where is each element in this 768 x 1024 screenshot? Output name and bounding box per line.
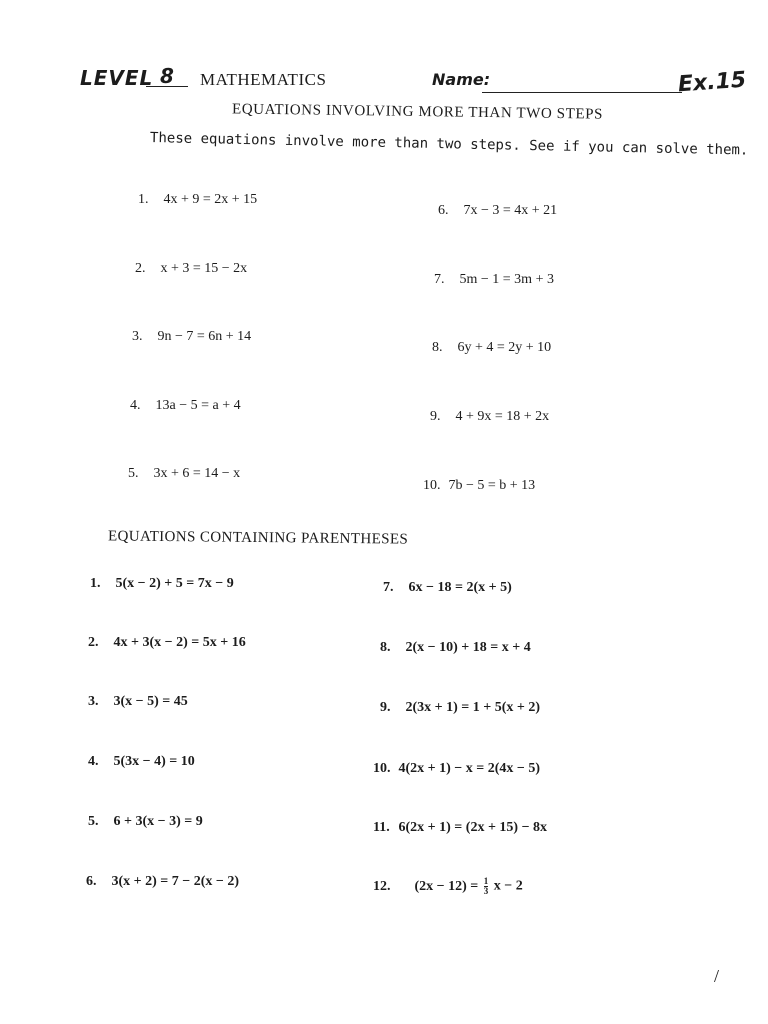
- equation-item: 6. 7x − 3 = 4x + 21: [438, 203, 558, 218]
- equation-item: 11. 6(2x + 1) = (2x + 15) − 8x: [373, 820, 548, 835]
- equation-item: 3. 9n − 7 = 6n + 14: [132, 329, 252, 344]
- equation-item: 10. 4(2x + 1) − x = 2(4x − 5): [373, 761, 541, 776]
- equation-item: 8. 6y + 4 = 2y + 10: [432, 340, 552, 355]
- equation-item: 5. 3x + 6 = 14 − x: [128, 466, 241, 481]
- section1-instructions: These equations involve more than two steps. See if you can solve them.: [149, 130, 749, 159]
- subject-title: MATHEMATICS: [200, 70, 327, 89]
- equation-item: 12. (2x − 12) = $\frac{1}{3}$ x − 2: [373, 876, 523, 896]
- section2-title: EQUATIONS CONTAINING PARENTHESES: [107, 528, 409, 548]
- equation-item: 3. 3(x − 5) = 45: [88, 694, 188, 709]
- equation-item: 4. 5(3x − 4) = 10: [88, 754, 195, 769]
- equation-item: 8. 2(x − 10) + 18 = x + 4: [380, 640, 531, 655]
- name-label: Name:: [432, 70, 491, 89]
- equation-item: 6. 3(x + 2) = 7 − 2(x − 2): [86, 874, 240, 889]
- section1-title: EQUATIONS INVOLVING MORE THAN TWO STEPS: [231, 101, 604, 123]
- equation-item: 2. x + 3 = 15 − 2x: [135, 261, 248, 276]
- equation-item: 1. 4x + 9 = 2x + 15: [138, 192, 258, 207]
- equation-item: 1. 5(x − 2) + 5 = 7x − 9: [90, 576, 234, 591]
- level-number: 8: [146, 66, 188, 87]
- exercise-number: Ex.15: [677, 67, 747, 98]
- equation-item: 4. 13a − 5 = a + 4: [130, 398, 241, 413]
- page-mark: /: [714, 966, 720, 986]
- equation-item: 7. 6x − 18 = 2(x + 5): [383, 580, 512, 595]
- equation-item: 7. 5m − 1 = 3m + 3: [434, 272, 554, 287]
- name-line: [482, 92, 682, 93]
- equation-item: 5. 6 + 3(x − 3) = 9: [88, 814, 203, 829]
- equation-item: 9. 2(3x + 1) = 1 + 5(x + 2): [380, 700, 541, 715]
- level-label: LEVEL: [80, 66, 154, 90]
- equation-item: 10. 7b − 5 = b + 13: [423, 478, 536, 493]
- equation-item: 2. 4x + 3(x − 2) = 5x + 16: [88, 635, 246, 650]
- equation-item: 9. 4 + 9x = 18 + 2x: [430, 409, 550, 424]
- fraction: $\frac{1}{3}$: [483, 876, 489, 896]
